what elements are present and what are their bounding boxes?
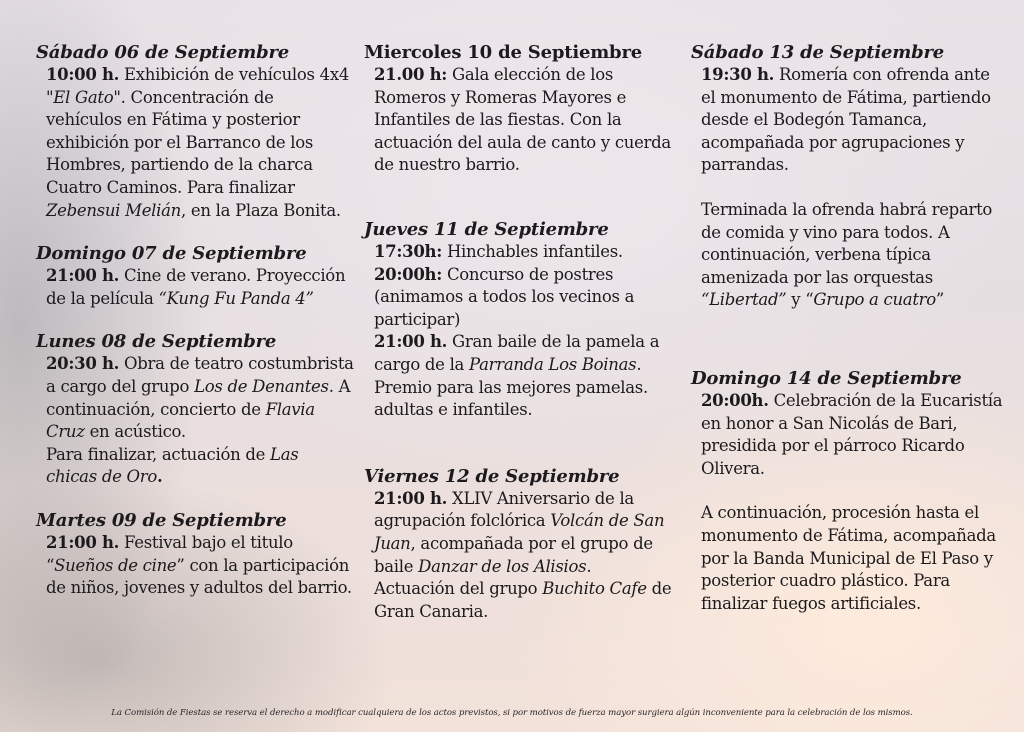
- emphasis-text: Zebensui Melián: [46, 200, 181, 220]
- event-date-title: Viernes 12 de Septiembre: [364, 465, 620, 487]
- body-text: A continuación, procesión hasta el monumento de Fátima, acompañada por la Banda Municipal de El Paso y posterior cuadro plástico. Para finalizar fuegos artificiales.: [701, 503, 996, 613]
- body-text: , acompañada por el grupo de baile: [374, 533, 653, 576]
- time-label: .: [156, 467, 163, 487]
- event-sabado-06: [36, 42, 354, 222]
- event-paragraph: [691, 199, 1009, 312]
- program-column-3: [691, 42, 1009, 636]
- emphasis-text: Buchito Cafe: [542, 579, 647, 599]
- event-paragraph: [364, 488, 682, 578]
- event-paragraph: [36, 64, 354, 222]
- body-text: Gala elección de los Romeros y Romeras Mayores e Infantiles de las fiestas. Con la actuación del aula de canto y cuerda de nuestro barrio.: [374, 65, 671, 175]
- event-domingo-07: [36, 243, 354, 310]
- event-sabado-13: [691, 42, 1009, 312]
- event-date-title: Sábado 13 de Septiembre: [691, 42, 944, 63]
- event-description: [691, 390, 1009, 615]
- body-text: . Concentración de vehículos en Fátima y posterior exhibición por el Barranco de los Hombres, partiendo de la charca Cuatro Caminos. Para finalizar: [46, 87, 314, 197]
- body-text: Exhibición de vehículos 4x4: [119, 65, 350, 84]
- time-label: 21:00 h.: [374, 332, 448, 352]
- event-date-title: Lunes 08 de Septiembre: [36, 331, 277, 353]
- time-label: 19:30 h.: [701, 65, 775, 84]
- event-paragraph: [36, 265, 354, 310]
- event-paragraph: [364, 264, 682, 332]
- body-text: . Premio para las mejores pamelas. adultas e infantiles.: [374, 354, 648, 420]
- event-paragraph: [36, 444, 354, 489]
- event-date-title: Domingo 14 de Septiembre: [691, 367, 962, 389]
- emphasis-text: “Libertad”: [701, 290, 787, 310]
- event-lunes-08: [36, 331, 354, 489]
- emphasis-text: Los de Denantes: [194, 376, 329, 396]
- event-paragraph: [691, 390, 1009, 480]
- body-text: , en la Plaza Bonita.: [180, 200, 341, 220]
- body-text: Terminada la ofrenda habrá reparto de comida y vino para todos. A continuación, verbena típica amenizada por las orquestas: [701, 199, 993, 287]
- event-paragraph: [691, 64, 1009, 177]
- footer-disclaimer: La Comisión de Fiestas se reserva el derecho a modificar cualquiera de los actos previstos, si por motivos de fuerza mayor surgiera algún inconveniente para la celebración de los mismos.: [111, 708, 913, 718]
- emphasis-text: Las chicas de Oro: [46, 444, 299, 487]
- event-description: [36, 353, 354, 489]
- event-date-title: Domingo 07 de Septiembre: [36, 243, 307, 265]
- time-label: 10:00 h.: [46, 65, 120, 84]
- emphasis-text: Volcán de San Juan: [374, 511, 665, 553]
- body-text: Hinchables infantiles.: [442, 241, 623, 261]
- event-description: [36, 532, 354, 600]
- body-text: Para finalizar, actuación de: [46, 444, 271, 464]
- event-description: [364, 241, 682, 422]
- time-label: 17:30h:: [374, 241, 443, 261]
- emphasis-text: "El Gato": [46, 87, 121, 107]
- program-column-2: [364, 42, 682, 644]
- event-paragraph: [364, 241, 682, 264]
- emphasis-text: Flavia Cruz: [46, 399, 315, 442]
- event-description: [36, 64, 354, 222]
- body-text: XLIV Aniversario de la agrupación folclórica: [374, 488, 634, 531]
- body-text: y “: [786, 290, 814, 310]
- time-label: 20:00h:: [374, 264, 443, 284]
- body-text: ”: [935, 290, 945, 310]
- event-paragraph: [36, 532, 354, 600]
- event-viernes-12: [364, 466, 682, 624]
- time-label: 20:00h.: [701, 390, 769, 410]
- event-martes-09: [36, 510, 354, 600]
- event-date-title: Jueves 11 de Septiembre: [364, 218, 609, 240]
- event-date-title: Sábado 06 de Septiembre: [36, 42, 289, 63]
- body-text: Concurso de postres (animamos a todos los vecinos a participar): [374, 264, 635, 329]
- paragraph-spacer: [691, 177, 1009, 199]
- event-paragraph: [364, 578, 682, 623]
- time-label: 20:30 h.: [46, 354, 120, 374]
- paragraph-spacer: [691, 480, 1009, 502]
- body-text: ” con la participación de niños, jovenes y adultos del barrio.: [46, 555, 352, 598]
- body-text: de Gran Canaria.: [374, 579, 672, 621]
- event-description: [364, 488, 682, 624]
- event-paragraph: [364, 331, 682, 421]
- body-text: Cine de verano. Proyección de la película: [46, 266, 346, 308]
- event-domingo-14: [691, 368, 1009, 615]
- body-text: .: [586, 556, 592, 576]
- emphasis-text: Grupo a cuatro: [813, 290, 936, 310]
- body-text: . A continuación, concierto de: [46, 376, 351, 419]
- event-date-title: Martes 09 de Septiembre: [36, 509, 287, 531]
- emphasis-text: Parranda Los Boinas: [469, 354, 637, 374]
- body-text: en acústico.: [84, 422, 186, 442]
- event-jueves-11: [364, 219, 682, 422]
- time-label: 21:00 h.: [46, 532, 120, 552]
- event-paragraph: [36, 353, 354, 443]
- body-text: Actuación del grupo: [374, 579, 543, 599]
- emphasis-text: Sueños de cine: [54, 555, 177, 575]
- time-label: 21.00 h:: [374, 65, 448, 84]
- event-paragraph: [691, 502, 1009, 615]
- event-date-title: Miercoles 10 de Septiembre: [364, 42, 642, 63]
- emphasis-text: Danzar de los Alisios: [418, 556, 587, 576]
- time-label: 21:00 h.: [46, 266, 120, 286]
- event-description: [364, 64, 682, 177]
- event-miercoles-10: [364, 42, 682, 177]
- body-text: Festival bajo el titulo “: [46, 532, 293, 575]
- event-description: [691, 64, 1009, 312]
- event-paragraph: [364, 64, 682, 177]
- emphasis-text: “Kung Fu Panda 4”: [158, 288, 314, 308]
- program-column-1: [36, 42, 354, 621]
- body-text: Gran baile de la pamela a cargo de la: [374, 332, 660, 374]
- time-label: 21:00 h.: [374, 488, 448, 508]
- body-text: Romería con ofrenda ante el monumento de Fátima, partiendo desde el Bodegón Tamanca, acompañada por agrupaciones y parrandas.: [701, 65, 991, 175]
- body-text: Celebración de la Eucaristía en honor a San Nicolás de Bari, presidida por el párroco Ricardo Olivera.: [701, 390, 1003, 478]
- body-text: Obra de teatro costumbrista a cargo del grupo: [46, 354, 354, 396]
- event-description: [36, 265, 354, 310]
